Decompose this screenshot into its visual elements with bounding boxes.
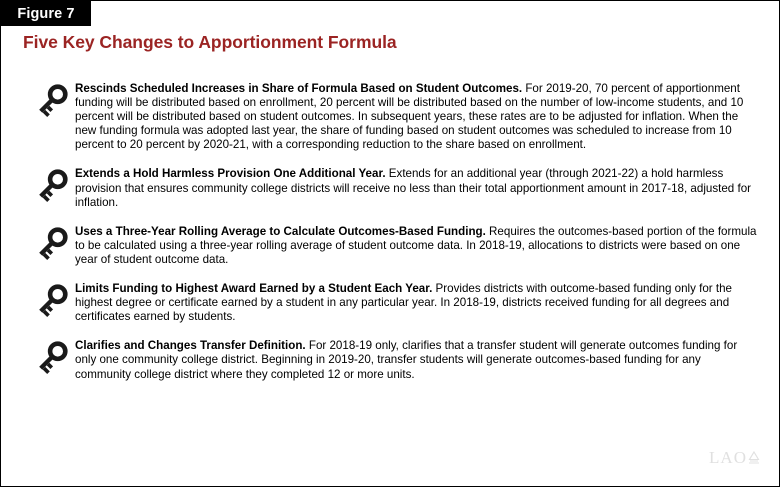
key-icon: [31, 166, 71, 206]
list-item-body: For 2018-19 only, clarifies that a transfer student will generate outcomes funding for only one community college district. Beginning in 2019-20, transfer students will generate outcomes-based funding for any community college district where they completed 12 or more units.: [75, 339, 738, 381]
list-item-text: [75, 337, 759, 381]
list-item-lead: Uses a Three-Year Rolling Average to Calculate Outcomes-Based Funding.: [75, 224, 486, 238]
list-item-body: Extends for an additional year (through 2021-22) a hold harmless provision that ensures community college districts will receive no less than their total apportionment amount in 2017-18, adjusted for inflation.: [75, 167, 752, 209]
lao-mark-icon: [747, 450, 761, 466]
list-item-lead: Rescinds Scheduled Increases in Share of Formula Based on Student Outcomes.: [75, 82, 523, 95]
key-icon: [31, 281, 71, 321]
key-icon: [31, 338, 71, 378]
list-item: [1, 80, 780, 152]
list-item-body: Provides districts with outcome-based funding only for the highest degree or certificate earned by a student in any particular year. In 2018-19, districts received funding for all degrees and certificates earned by students.: [75, 282, 732, 324]
list-item-body: Requires the outcomes-based portion of the formula to be calculated using a three-year rolling average of student outcome data. In 2018-19, allocations to districts were based on one year of student outcome data.: [75, 224, 757, 266]
list-item-text: [75, 223, 759, 267]
list-item: [1, 337, 780, 381]
list-item-text: [75, 280, 759, 324]
key-icon: [31, 224, 71, 264]
lao-logo-text: LAO: [709, 448, 747, 467]
page-title: Five Key Changes to Apportionment Formula: [23, 32, 397, 52]
list-item-text: [75, 165, 759, 209]
list-item-body: For 2019-20, 70 percent of apportionment funding will be distributed based on enrollment, 20 percent will be distributed based on the number of low-income students, and 10 percent will be distributed based on student outcomes. In subsequent years, these rates are to be adjusted for inflation. When the new funding formula was adopted last year, the share of funding based on student outcomes was scheduled to increase from 10 percent to 20 percent by 2020-21, with a corresponding reduction to the share based on enrollment.: [75, 82, 744, 152]
list-item-text: [75, 80, 759, 152]
figure-number-tab: Figure 7: [1, 1, 91, 26]
list-item-lead: Extends a Hold Harmless Provision One Additional Year.: [75, 167, 386, 181]
list-item: [1, 165, 780, 209]
key-icon: [31, 81, 71, 121]
key-changes-list: [1, 80, 780, 395]
list-item: [1, 280, 780, 324]
list-item-lead: Clarifies and Changes Transfer Definition.: [75, 339, 306, 353]
list-item-lead: Limits Funding to Highest Award Earned by a Student Each Year.: [75, 282, 433, 296]
lao-logo: [709, 448, 761, 468]
list-item: [1, 223, 780, 267]
